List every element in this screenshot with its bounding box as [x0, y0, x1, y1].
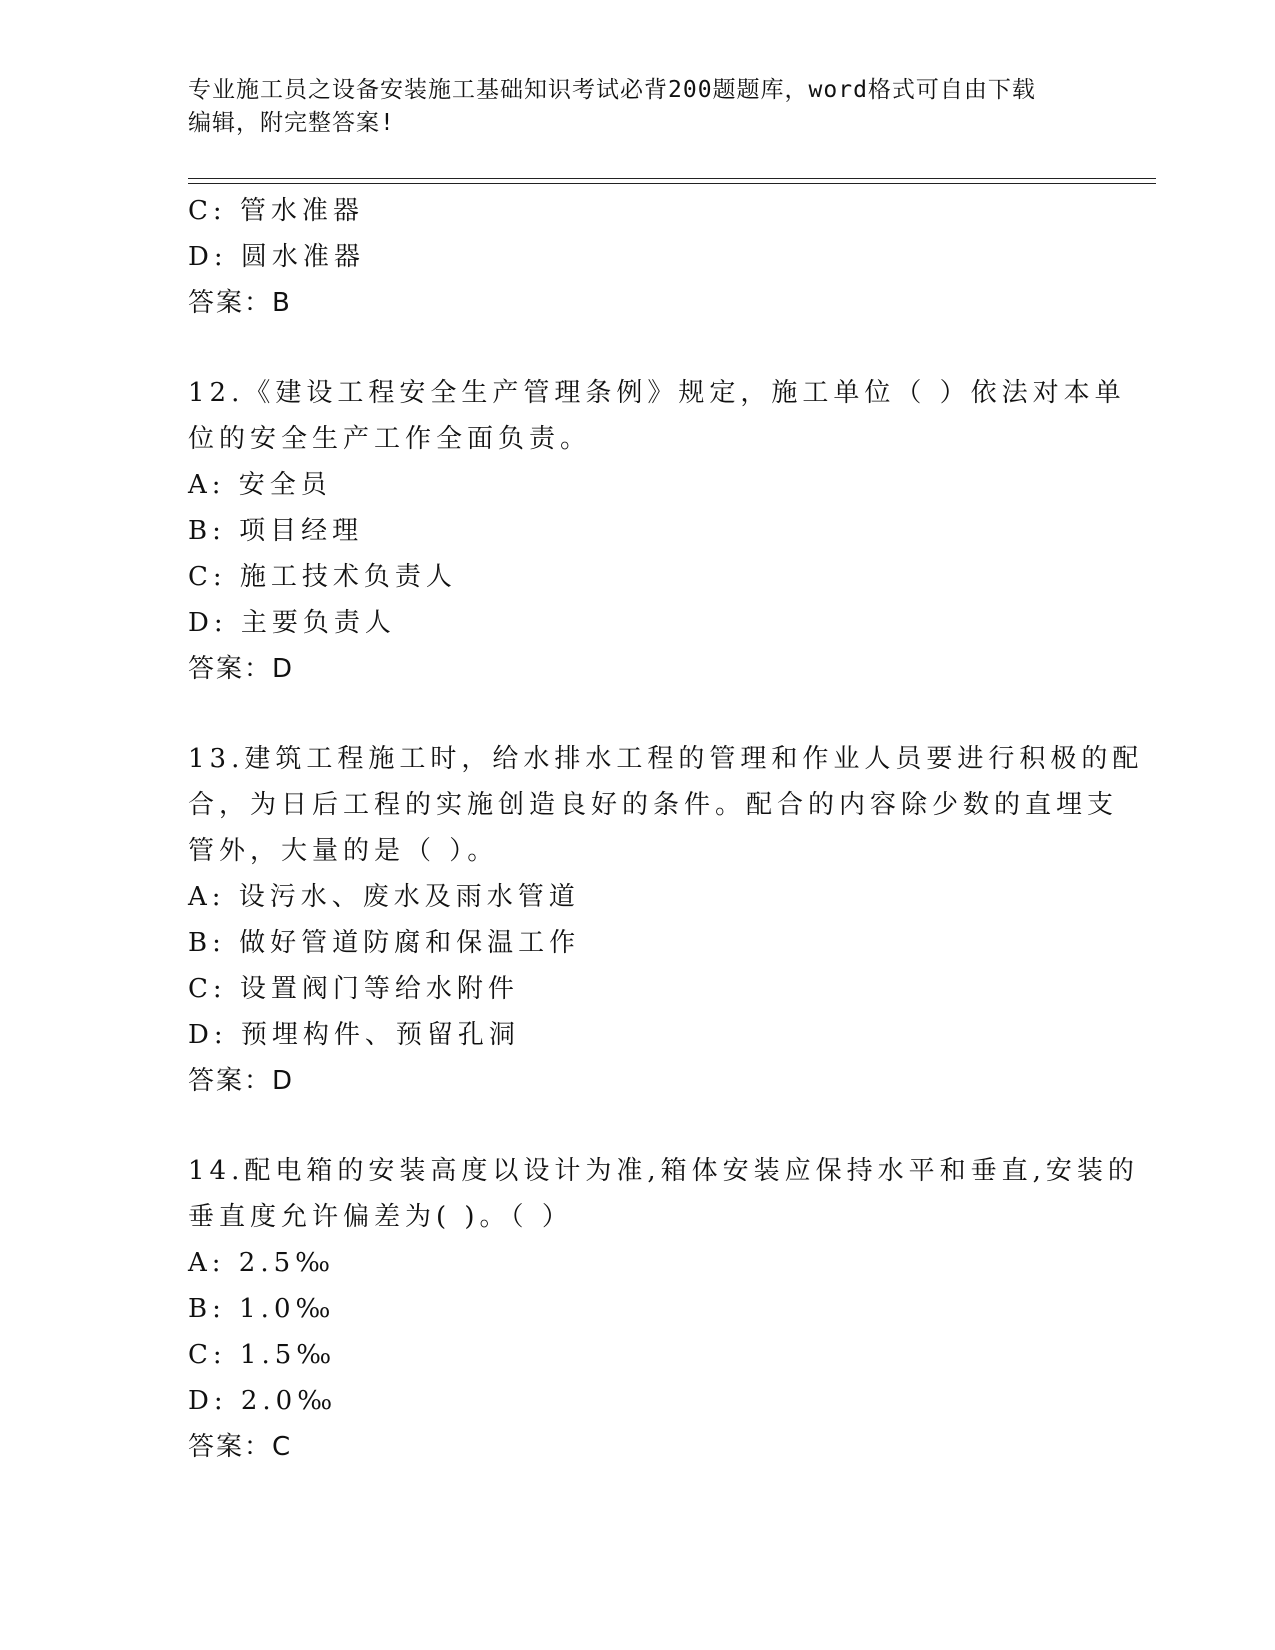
question-stem-line: 管外，大量的是（ ）。	[188, 836, 499, 866]
document-header	[188, 74, 1088, 140]
header-divider-top	[188, 178, 1156, 179]
question-list	[188, 188, 1144, 1470]
question-12	[188, 370, 1126, 692]
question-stem-line: 13.建筑工程施工时，给水排水工程的管理和作业人员要进行积极的配	[188, 744, 1144, 774]
option-d: D: 主要负责人	[188, 608, 396, 638]
answer-label: 答案：B	[188, 288, 292, 318]
header-line-1: 专业施工员之设备安装施工基础知识考试必背200题题库，word格式可自由下载	[188, 77, 1036, 103]
question-stem-line: 合，为日后工程的实施创造良好的条件。配合的内容除少数的直埋支	[188, 790, 1119, 820]
spacer	[188, 326, 1088, 370]
option-b: B: 做好管道防腐和保温工作	[188, 928, 581, 958]
header-divider-bottom	[188, 183, 1156, 184]
option-d: D: 预埋构件、预留孔洞	[188, 1020, 520, 1050]
option-a: A: 安全员	[188, 470, 332, 500]
question-stem-line: 14.配电箱的安装高度以设计为准,箱体安装应保持水平和垂直,安装的	[188, 1156, 1139, 1186]
option-c: C: 1.5‰	[188, 1340, 337, 1370]
header-line-2: 编辑，附完整答案!	[188, 110, 395, 136]
answer-label: 答案：C	[188, 1432, 293, 1462]
option-b: B: 项目经理	[188, 516, 364, 546]
spacer	[188, 692, 1088, 736]
spacer	[188, 1104, 1088, 1148]
question-11	[188, 188, 1088, 326]
option-d: D: 2.0‰	[188, 1386, 338, 1416]
answer-label: 答案：D	[188, 654, 295, 684]
question-stem-line: 12.《建设工程安全生产管理条例》规定，施工单位（ ）依法对本单	[188, 378, 1126, 408]
option-c: C: 施工技术负责人	[188, 562, 457, 592]
option-a: A: 设污水、废水及雨水管道	[188, 882, 580, 912]
question-13	[188, 736, 1144, 1104]
question-stem-line: 垂直度允许偏差为( )。（ ）	[188, 1202, 573, 1232]
question-stem-line: 位的安全生产工作全面负责。	[188, 424, 592, 454]
question-14	[188, 1148, 1139, 1470]
option-c: C: 设置阀门等给水附件	[188, 974, 519, 1004]
option-c: C: 管水准器	[188, 196, 364, 226]
option-d: D: 圆水准器	[188, 242, 365, 272]
answer-label: 答案：D	[188, 1066, 295, 1096]
option-a: A: 2.5‰	[188, 1248, 336, 1278]
option-b: B: 1.0‰	[188, 1294, 336, 1324]
